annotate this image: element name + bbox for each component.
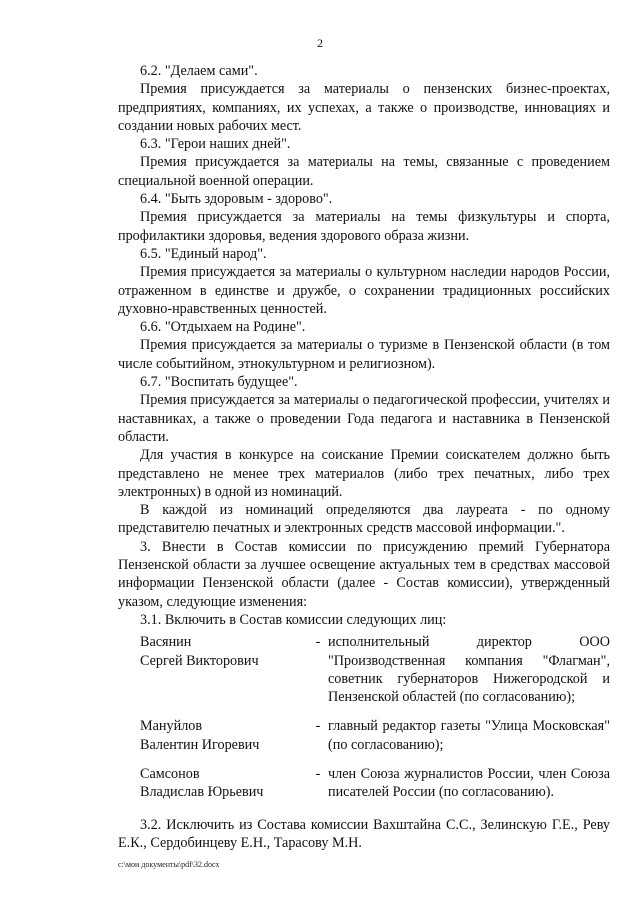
file-path-footer: c:\мои документы\pdf\32.docx [118,860,220,869]
member-name [118,765,308,802]
section-heading: 6.2. "Делаем сами". [140,63,258,79]
paragraph-list [118,62,610,629]
page-number: 2 [317,36,323,50]
member-dash: - [315,718,321,735]
section-heading: 6.7. "Воспитать будущее". [140,374,298,391]
paragraph: Премия присуждается за материалы о культурном наследии народов России, отраженном в единстве и дружбе, о сохранении традиционных российских духовно-нравственных ценностей. [118,264,610,317]
member-name [118,717,308,754]
paragraph: Премия присуждается за материалы о туризме в Пензенской области (в том числе событийном, этнокультурном и религиозном). [118,337,610,372]
section-heading: 6.6. "Отдыхаем на Родине". [140,319,306,336]
paragraph: Премия присуждается за материалы о педагогической профессии, учителях и наставниках, а также о проведении Года педагога и наставника в Пензенской области. [118,392,610,445]
section-heading: 6.5. "Единый народ". [140,245,267,262]
paragraph: 3. Внести в Состав комиссии по присуждению премий Губернатора Пензенской области за лучшее освещение актуальных тем в средствах массовой информации Пензенской области (далее - Состав комиссии), утвержденный указом, следующие изменения: [118,538,610,610]
member-given-names: Сергей Викторович [140,652,259,669]
member-description: исполнительный директор ООО "Производственная компания "Флагман", советник губернаторов Нижегородской и Пензенской областей (по согласованию); [328,634,610,706]
member-row [118,633,610,706]
paragraph: Для участия в конкурсе на соискание Премии соискателем должно быть представлено не менее трех материалов (либо трех печатных, либо трех электронных) в одной из номинаций. [118,447,610,500]
member-dash: - [315,765,321,782]
section-heading: 3.1. Включить в Состав комиссии следующих лиц: [140,611,447,628]
member-given-names: Валентин Игоревич [140,736,260,753]
member-dash: - [315,634,321,651]
member-name [118,633,308,706]
committee-members-table [118,633,610,801]
paragraph: Премия присуждается за материалы на темы, связанные с проведением специальной военной операции. [118,154,610,189]
member-description: главный редактор газеты "Улица Московская" (по согласованию); [328,718,610,753]
member-row [118,765,610,802]
document-body [118,62,610,852]
paragraph: Премия присуждается за материалы о пензенских бизнес-проектах, предприятиях, компаниях, их успехах, а также о производстве, инновациях и создании новых рабочих мест. [118,81,610,134]
member-given-names: Владислав Юрьевич [140,784,264,801]
section-heading: 6.3. "Герои наших дней". [140,136,291,153]
closing-paragraph: 3.2. Исключить из Состава комиссии Вахштайна С.С., Зелинскую Г.Е., Реву Е.К., Сердобинцеву Е.Н., Тарасову М.Н. [118,816,610,851]
paragraph: В каждой из номинаций определяются два лауреата - по одному представителю печатных и электронных средств массовой информации.". [118,502,610,537]
paragraph: Премия присуждается за материалы на темы физкультуры и спорта, профилактики здоровья, ведения здорового образа жизни. [118,209,610,244]
section-heading: 6.4. "Быть здоровым - здорово". [140,191,333,208]
member-description: член Союза журналистов России, член Союза писателей России (по согласованию). [328,765,610,801]
member-surname: Васянин [140,634,192,651]
member-row [118,717,610,754]
member-surname: Мануйлов [140,718,203,735]
member-surname: Самсонов [140,765,200,782]
